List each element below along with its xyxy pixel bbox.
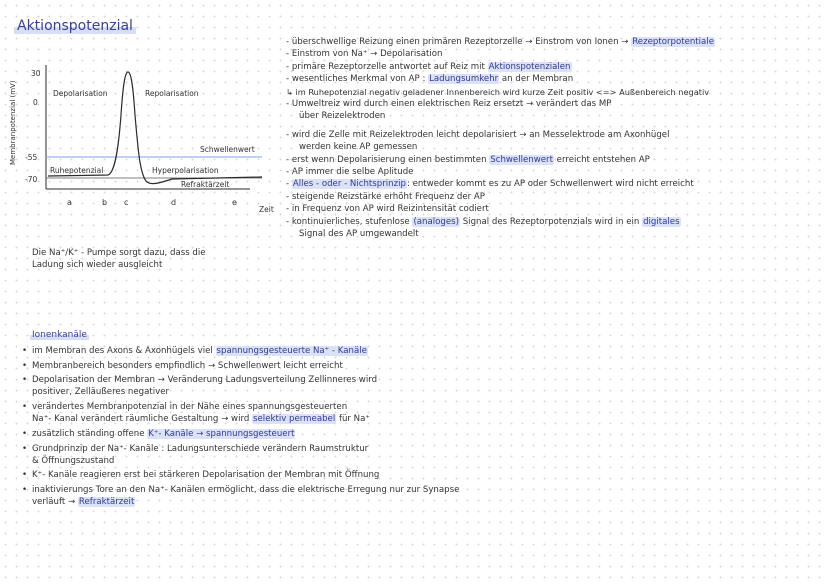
xtick-d: d [171, 198, 177, 207]
xtick-a: a [67, 198, 72, 207]
note-8: - erst wenn Depolarisierung einen bestimmten Schwellenwert erreicht entstehen AP [286, 154, 650, 165]
section-title-ionenkanaele: Ionenkanäle [32, 330, 87, 340]
ytick-0: 0 [33, 98, 38, 107]
xtick-e: e [232, 198, 237, 207]
label-hyperpolarisation: Hyperpolarisation [152, 166, 219, 175]
xtick-b: b [102, 198, 108, 207]
ytick-70: -70 [25, 175, 38, 184]
note-7: - wird die Zelle mit Reizelektroden leicht depolarisiert → an Messelektrode am Axonhügel [286, 129, 670, 140]
ytick-30: 30 [31, 69, 41, 78]
caption-line-2: Ladung sich wieder ausgleicht [32, 260, 163, 270]
bullet-6: • Grundprinzip der Na⁺- Kanäle : Ladungsunterschiede verändern Raumstruktur & Öffnungszustand [22, 443, 582, 467]
note-3: - primäre Rezeptorzelle antwortet auf Reiz mit Aktionspotenzialen [286, 61, 571, 72]
note-1: - überschwellige Reizung einen primären Rezeptorzelle → Einstrom von Ionen → Rezeptorpotentiale [286, 37, 715, 47]
notes-list [286, 36, 822, 241]
label-depolarisation: Depolarisation [53, 89, 108, 98]
label-threshold: Schwellenwert [200, 145, 255, 154]
note-13: - kontinuierliches, stufenlose (analoges) Signal des Rezeptorpotenzials wird in ein digitales [286, 216, 680, 227]
bullet-5: • zusätzlich ständing offene K⁺- Kanäle → spannungsgesteuert [22, 428, 582, 440]
bullet-7: • K⁺- Kanäle reagieren erst bei stärkeren Depolarisation der Membran mit Öffnung [22, 469, 582, 481]
label-repolarisation: Repolarisation [145, 89, 199, 98]
label-resting: Ruhepotenzial [50, 166, 104, 175]
bullet-2: • Membranbereich besonders empfindlich → Schwellenwert leicht erreicht [22, 360, 582, 372]
note-2: - Einstrom von Na⁺ → Depolarisation [286, 49, 443, 60]
note-12: - in Frequenz von AP wird Reizintensität codiert [286, 204, 489, 215]
note-7-cont: werden keine AP gemessen [299, 142, 418, 153]
note-9: - AP immer die selbe Aplitude [286, 167, 414, 178]
action-potential-chart [0, 55, 290, 225]
pump-caption [32, 247, 262, 271]
ytick-55: -55 [25, 153, 38, 162]
xtick-c: c [124, 198, 129, 207]
bullet-1: • im Membran des Axons & Axonhügels viel spannungsgesteuerte Na⁺ - Kanäle [22, 345, 582, 357]
note-10: - Alles - oder - Nichtsprinzip: entweder kommt es zu AP oder Schwellenwert wird nicht erreicht [286, 179, 694, 190]
note-11: - steigende Reizstärke erhöht Frequenz der AP [286, 191, 485, 202]
page-title: Aktionspotenzial [14, 18, 136, 34]
ionenkanaele-list [22, 345, 582, 511]
note-4: - wesentliches Merkmal von AP : Ladungsumkehr an der Membran [286, 74, 574, 85]
note-13-cont: Signal des AP umgewandelt [299, 229, 419, 240]
note-6-cont: über Reizelektroden [299, 111, 386, 122]
bullet-8: • inaktivierungs Tore an den Na⁺- Kanälen ermöglicht, dass die elektrische Erregung nur zur Synapse verläuft → Refraktärzeit [22, 484, 582, 508]
note-5: ↳ im Ruhepotenzial negativ geladener Innenbereich wird kurze Zeit positiv <=> Außenbereich negativ [286, 86, 710, 97]
y-axis-label: Membranpotenzial (mV) [9, 80, 17, 165]
caption-line-1: Die Na⁺/K⁺ - Pumpe sorgt dazu, dass die [32, 248, 206, 258]
note-6: - Umweltreiz wird durch einen elektrischen Reiz ersetzt → verändert das MP [286, 99, 612, 110]
x-axis-label: Zeit [259, 205, 274, 214]
label-refractory: Refraktärzeit [181, 180, 230, 189]
bullet-3: • Depolarisation der Membran → Veränderung Ladungsverteilung Zellinneres wird positiver, Zelläußeres negativer [22, 374, 582, 398]
bullet-4: • verändertes Membranpotenzial in der Nähe eines spannungsgesteuerten Na⁺- Kanal verändert räumliche Gestaltung → wird selektiv permeabel für Na⁺ [22, 401, 582, 425]
